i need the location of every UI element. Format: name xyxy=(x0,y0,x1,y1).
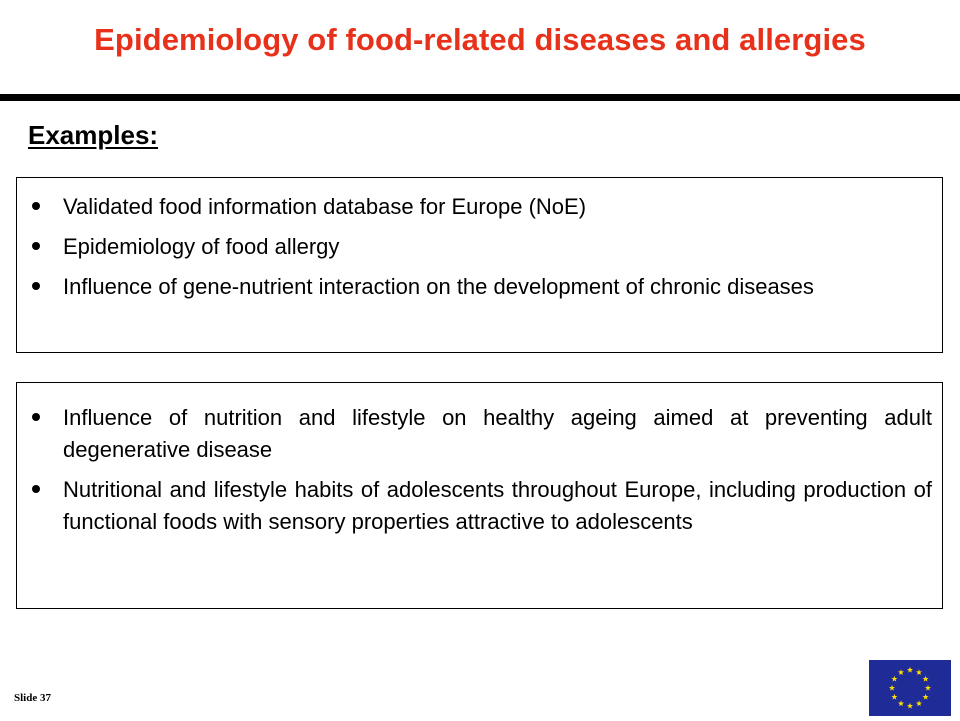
list-item xyxy=(17,474,942,538)
bullet-dot-icon xyxy=(32,282,40,290)
list-item-text: Epidemiology of food allergy xyxy=(63,234,340,259)
bullet-dot-icon xyxy=(32,242,40,250)
examples-heading: Examples: xyxy=(28,120,159,150)
list-item-text: Influence of gene-nutrient interaction on the development of chronic diseases xyxy=(63,274,814,299)
examples-box-1 xyxy=(16,177,943,353)
title-divider xyxy=(0,94,960,101)
slide-number: Slide 37 xyxy=(14,692,51,704)
list-item xyxy=(17,231,942,263)
eu-flag-graphic xyxy=(869,660,951,716)
examples-box-2 xyxy=(16,382,943,609)
list-item-text: Validated food information database for Europe (NoE) xyxy=(63,194,587,219)
bullet-dot-icon xyxy=(32,485,40,493)
list-item-text: Influence of nutrition and lifestyle on healthy ageing aimed at preventing adult degenerative disease xyxy=(63,405,932,462)
bullet-dot-icon xyxy=(32,413,40,421)
list-item-text: Nutritional and lifestyle habits of adolescents throughout Europe, including production of functional foods with sensory properties attractive to adolescents xyxy=(63,477,932,534)
list-item xyxy=(17,191,942,223)
list-item xyxy=(17,271,942,303)
list-item xyxy=(17,402,942,466)
eu-flag-icon xyxy=(869,660,951,716)
slide-title: Epidemiology of food-related diseases and allergies xyxy=(94,22,866,57)
bullet-dot-icon xyxy=(32,202,40,210)
